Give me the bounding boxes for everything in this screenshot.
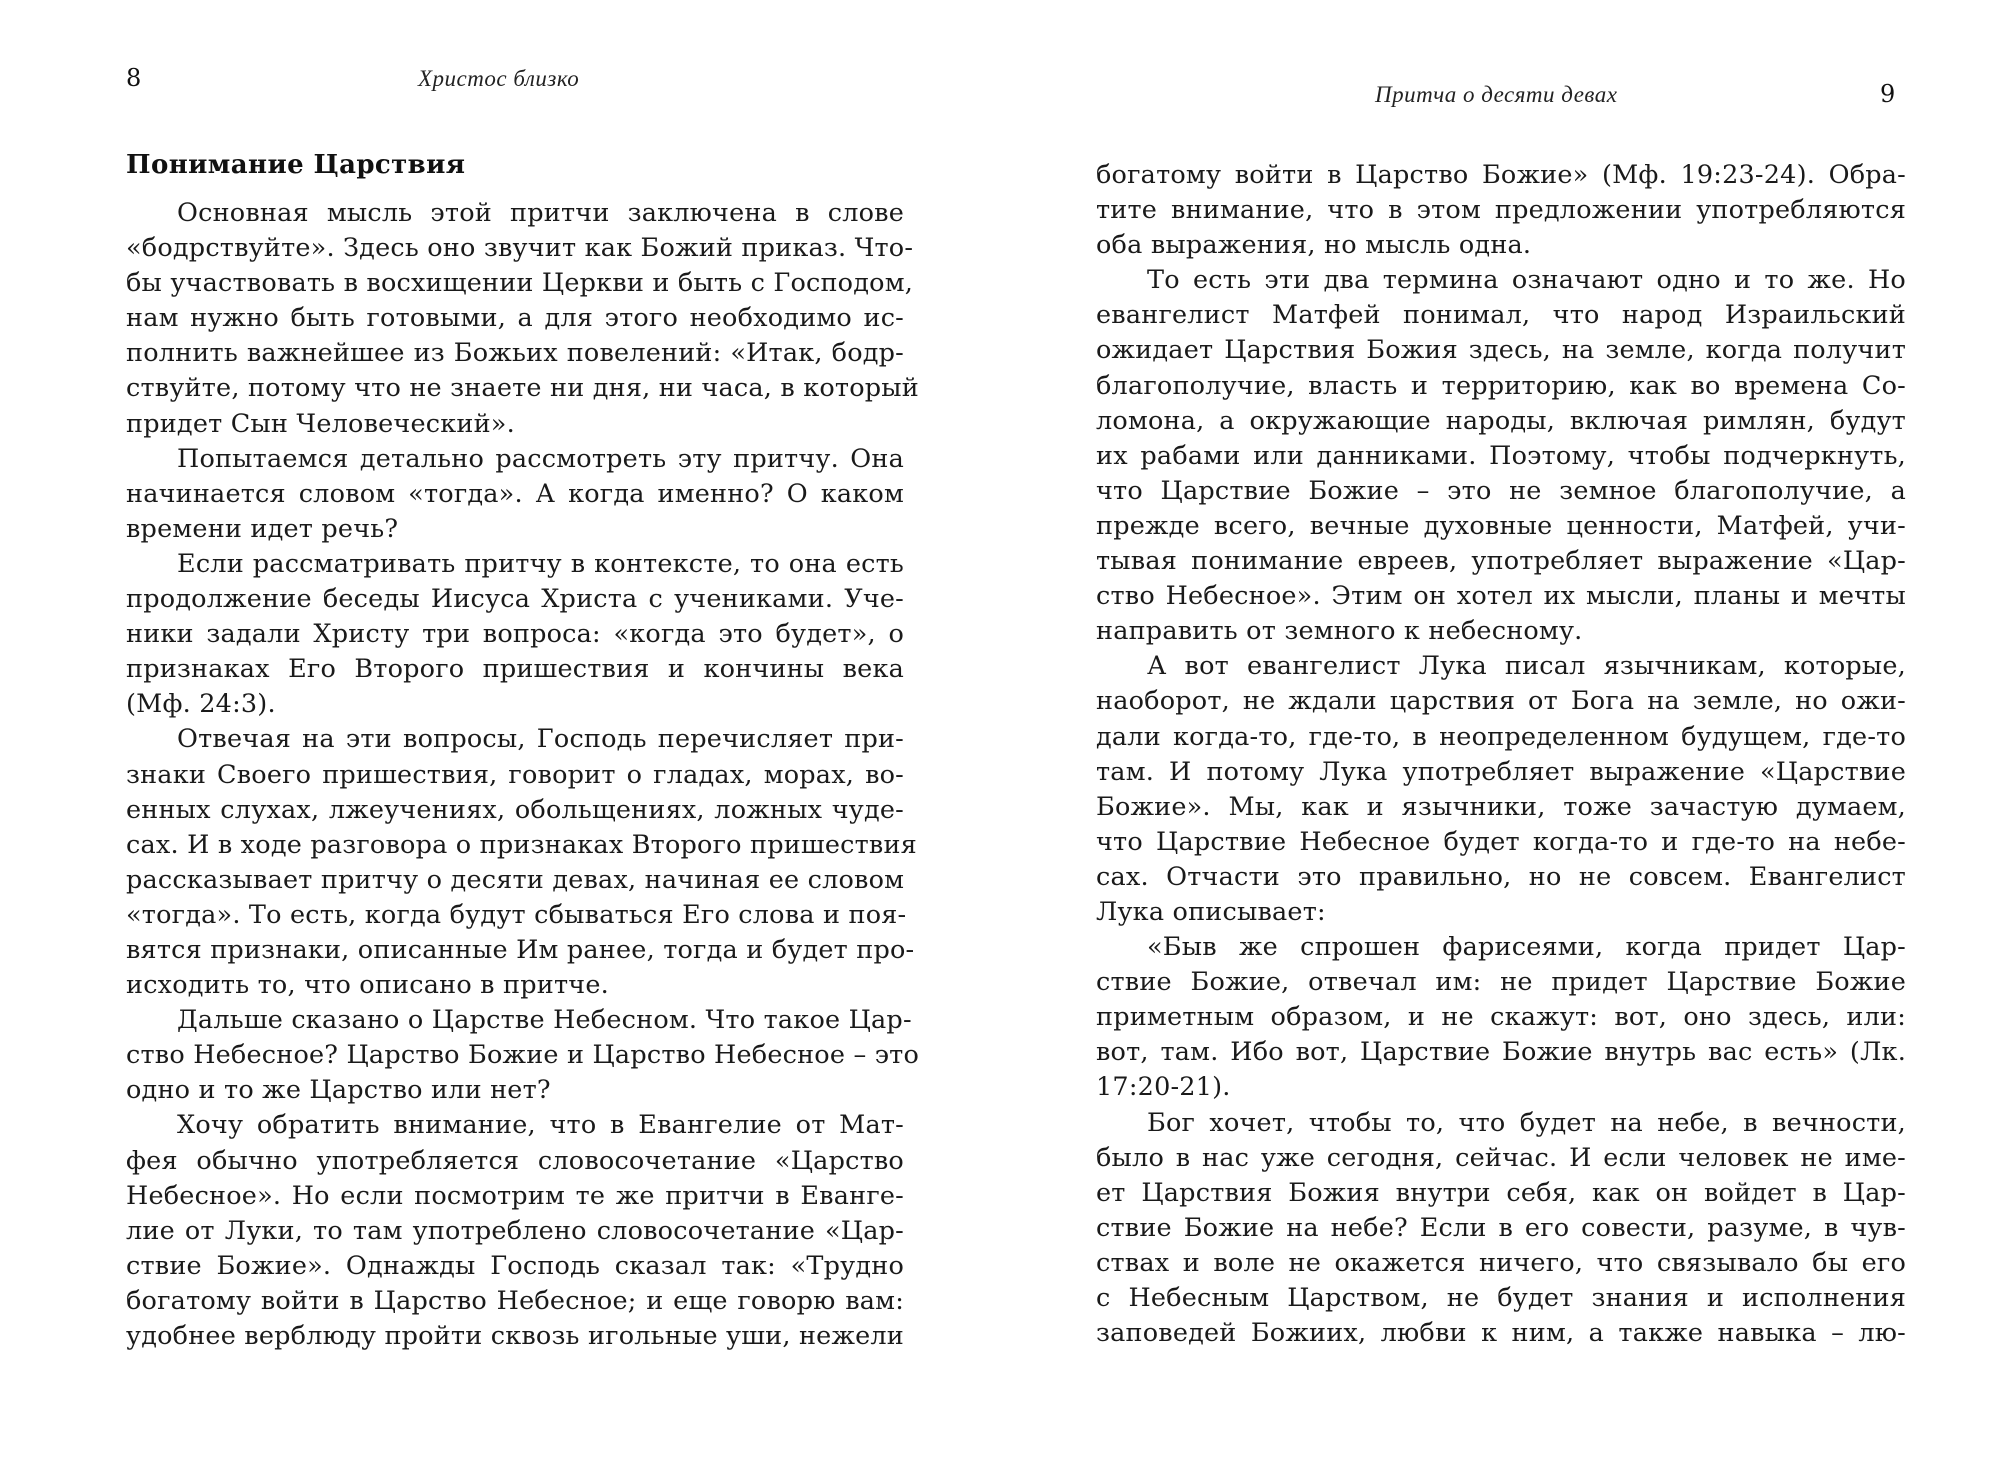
text-line: енных слухах, лжеучениях, обольщениях, ложных чуде- — [126, 794, 904, 825]
text-line: ство Небесное? Царство Божие и Царство Небесное – это — [126, 1040, 920, 1071]
text-line: ствуйте, потому что не знаете ни дня, ни часа, в который — [126, 373, 919, 404]
text-line: было в нас уже сегодня, сейчас. И если человек не име- — [1096, 1142, 1906, 1173]
text-line: исходить то, что описано в притче. — [126, 970, 609, 1001]
running-head: Христос близко — [418, 66, 580, 91]
text-line: одно и то же Царство или нет? — [126, 1075, 551, 1106]
text-line: (Мф. 24:3). — [126, 689, 276, 720]
text-line: ет Царствия Божия внутри себя, как он войдет в Цар- — [1096, 1177, 1906, 1208]
text-line: времени идет речь? — [126, 513, 399, 544]
text-line: ствие Божие, отвечал им: не придет Царствие Божие — [1096, 967, 1906, 998]
text-line: 17:20-21). — [1096, 1072, 1231, 1103]
text-line: ожидает Царствия Божия здесь, на земле, когда получит — [1096, 335, 1906, 366]
text-line: их рабами или данниками. Поэтому, чтобы подчеркнуть, — [1096, 440, 1906, 471]
text-line: Дальше сказано о Царстве Небесном. Что такое Цар- — [177, 1005, 912, 1036]
text-line: что Царствие Божие – это не земное благополучие, а — [1096, 475, 1906, 506]
right-page-text — [1096, 158, 1906, 1351]
text-line: ники задали Христу три вопроса: «когда это будет», о — [126, 619, 904, 650]
text-line: приметным образом, и не скажут: вот, оно здесь, или: — [1096, 1002, 1906, 1033]
text-line: ствах и воле не окажется ничего, что связывало бы его — [1096, 1247, 1906, 1278]
text-line: полнить важнейшее из Божьих повелений: «Итак, бодр- — [126, 338, 904, 369]
text-line: Божие». Мы, как и язычники, тоже зачастую думаем, — [1096, 791, 1906, 822]
text-line: То есть эти два термина означают одно и то же. Но — [1147, 265, 1906, 296]
text-line: богатому войти в Царство Божие» (Мф. 19:23-24). Обра- — [1096, 160, 1906, 190]
text-line: оба выражения, но мысль одна. — [1096, 230, 1532, 261]
text-line: «Быв же спрошен фарисеями, когда придет Цар- — [1147, 932, 1906, 963]
page-number: 8 — [126, 64, 142, 92]
text-line: А вот евангелист Лука писал язычникам, которые, — [1147, 651, 1906, 682]
text-line: тывая понимание евреев, употребляет выражение «Цар- — [1096, 546, 1906, 577]
text-line: сах. Отчасти это правильно, но не совсем. Евангелист — [1096, 861, 1906, 892]
text-line: Основная мысль этой притчи заключена в слове — [177, 198, 904, 228]
text-line: наоборот, не ждали царствия от Бога на земле, но ожи- — [1096, 686, 1906, 717]
text-line: там. И потому Лука употребляет выражение «Царствие — [1096, 756, 1906, 787]
text-line: дали когда-то, где-то, в неопределенном будущем, где-то — [1096, 721, 1906, 752]
text-line: Лука описывает: — [1096, 896, 1326, 927]
text-line: Отвечая на эти вопросы, Господь перечисляет при- — [177, 724, 904, 755]
text-line: «бодрствуйте». Здесь оно звучит как Божий приказ. Что- — [126, 233, 914, 264]
text-line: вот, там. Ибо вот, Царствие Божие внутрь вас есть» (Лк. — [1096, 1037, 1906, 1068]
text-line: ствие Божие». Однажды Господь сказал так: «Трудно — [126, 1250, 904, 1281]
text-line: тите внимание, что в этом предложении употребляются — [1096, 195, 1906, 226]
right-page — [1000, 0, 2000, 1475]
left-page-text — [126, 196, 920, 1354]
page-number: 9 — [1880, 80, 1896, 108]
text-line: евангелист Матфей понимал, что народ Израильский — [1096, 300, 1906, 331]
text-line: продолжение беседы Иисуса Христа с учениками. Уче- — [126, 584, 904, 615]
text-line: ство Небесное». Этим он хотел их мысли, планы и мечты — [1096, 581, 1906, 612]
text-line: сах. И в ходе разговора о признаках Второго пришествия — [126, 829, 917, 860]
text-line: Хочу обратить внимание, что в Евангелие от Мат- — [177, 1110, 904, 1141]
text-line: нам нужно быть готовыми, а для этого необходимо ис- — [126, 303, 904, 334]
text-line: признаках Его Второго пришествия и кончины века — [126, 654, 904, 685]
section-title: Понимание Царствия — [126, 150, 466, 180]
text-line: богатому войти в Царство Небесное; и еще говорю вам: — [126, 1285, 904, 1316]
text-line: Попытаемся детально рассмотреть эту притчу. Она — [177, 443, 904, 474]
text-line: удобнее верблюду пройти сквозь игольные уши, нежели — [126, 1321, 904, 1351]
text-line: прежде всего, вечные духовные ценности, Матфей, учи- — [1096, 510, 1906, 541]
text-line: Небесное». Но если посмотрим те же притчи в Еванге- — [126, 1180, 904, 1211]
text-line: Если рассматривать притчу в контексте, то она есть — [177, 548, 904, 579]
text-line: с Небесным Царством, не будет знания и исполнения — [1096, 1283, 1906, 1313]
text-line: рассказывает притчу о десяти девах, начиная ее словом — [126, 864, 905, 895]
text-line: фея обычно употребляется словосочетание «Царство — [126, 1145, 904, 1176]
text-line: начинается словом «тогда». А когда именно? О каком — [126, 478, 904, 509]
text-line: ломона, а окружающие народы, включая римлян, будут — [1096, 405, 1906, 436]
text-line: лие от Луки, то там употреблено словосочетание «Цар- — [126, 1215, 904, 1246]
text-line: бы участвовать в восхищении Церкви и быть с Господом, — [126, 268, 914, 299]
text-line: вятся признаки, описанные Им ранее, тогда и будет про- — [126, 934, 915, 965]
text-line: ствие Божие на небе? Если в его совести, разуме, в чув- — [1096, 1212, 1906, 1243]
text-line: «тогда». То есть, когда будут сбываться Его слова и поя- — [126, 899, 907, 930]
text-line: заповедей Божиих, любви к ним, а также навыка – лю- — [1096, 1318, 1906, 1349]
text-line: направить от земного к небесному. — [1096, 616, 1583, 647]
text-line: Бог хочет, чтобы то, что будет на небе, в вечности, — [1147, 1107, 1906, 1138]
text-line: что Царствие Небесное будет когда-то и где-то на небе- — [1096, 826, 1906, 857]
text-line: знаки Своего пришествия, говорит о гладах, морах, во- — [126, 759, 904, 790]
text-line: придет Сын Человеческий». — [126, 408, 515, 439]
text-line: благополучие, власть и территорию, как во времена Со- — [1096, 370, 1906, 401]
running-head: Притча о десяти девах — [1375, 82, 1618, 107]
